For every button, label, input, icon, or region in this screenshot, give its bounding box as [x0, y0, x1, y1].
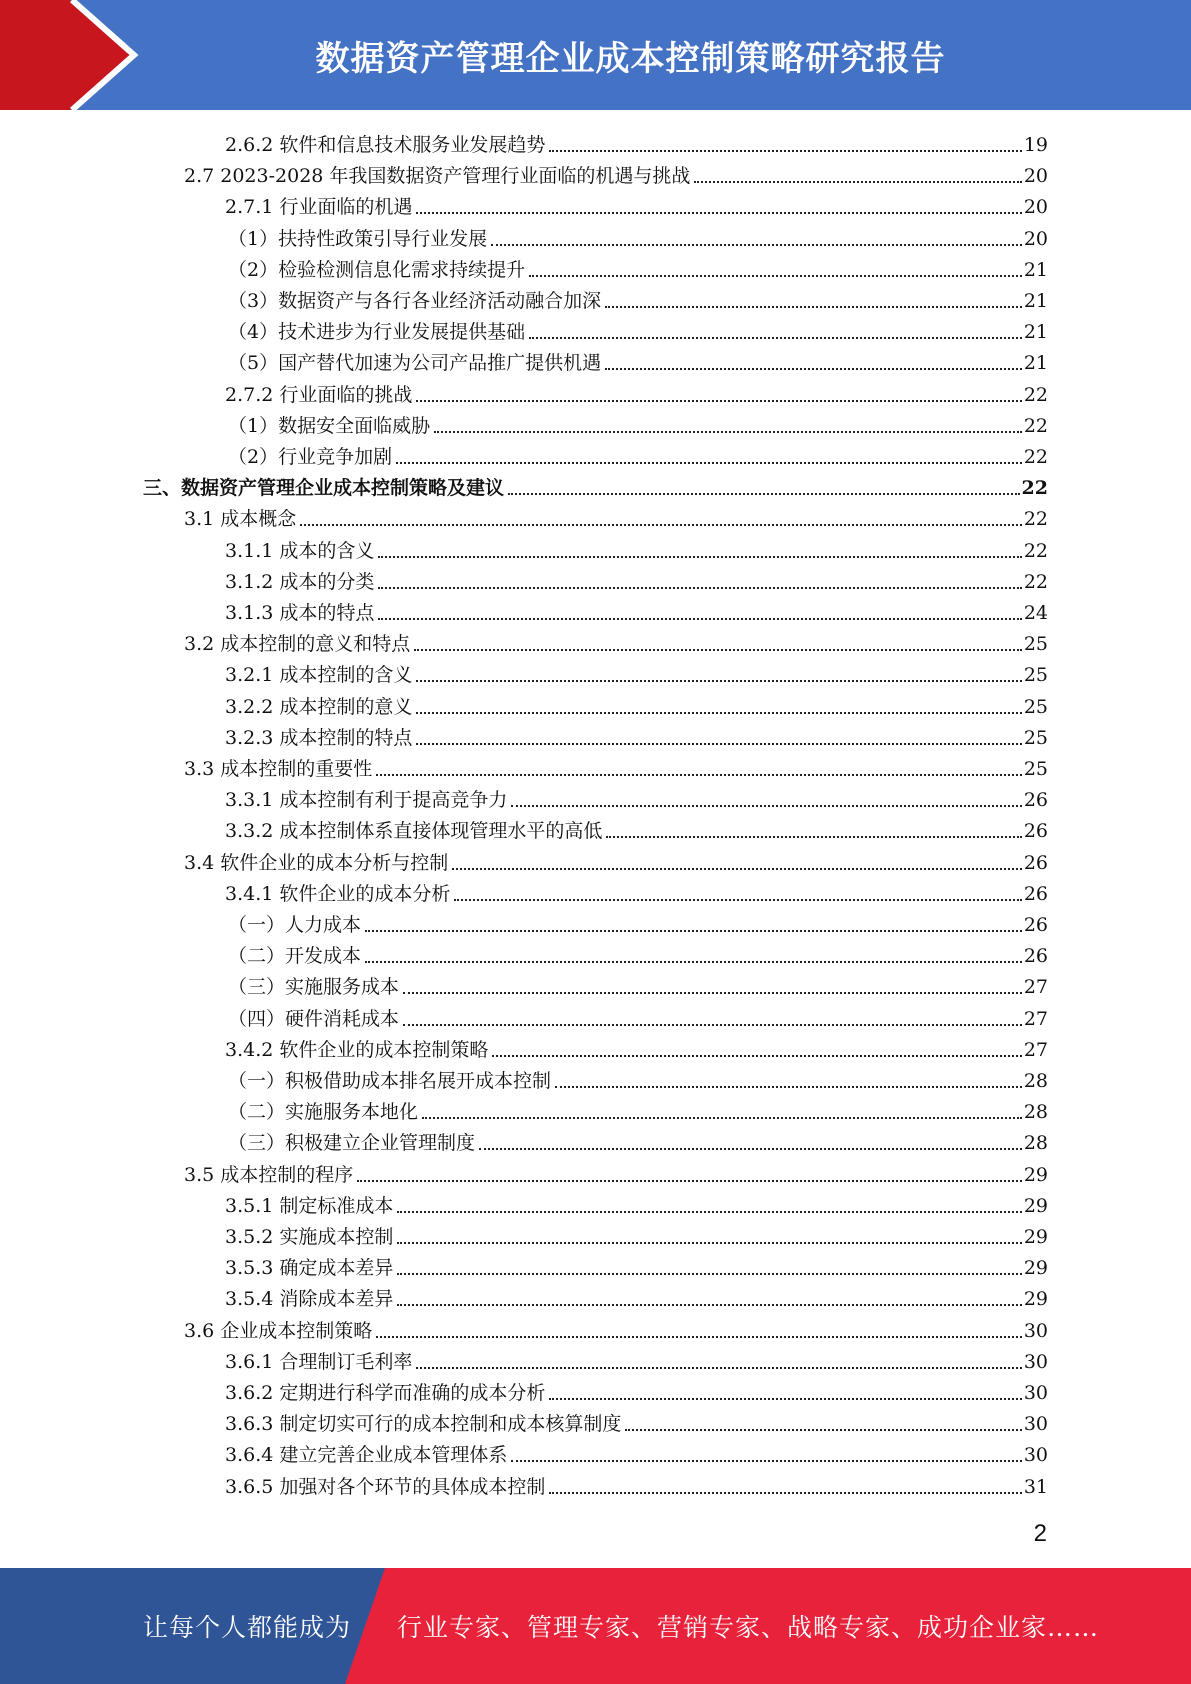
toc-entry[interactable] — [228, 969, 1048, 1000]
toc-entry-title: 3.3.2 成本控制体系直接体现管理水平的高低 — [225, 820, 603, 843]
toc-entry-page: 26 — [1023, 851, 1048, 874]
toc-dot-leader — [416, 680, 1021, 682]
toc-entry-page: 20 — [1023, 165, 1048, 188]
toc-entry-title: （2）行业竞争加剧 — [228, 446, 393, 468]
toc-entry[interactable] — [228, 1063, 1048, 1094]
toc-entry[interactable] — [225, 595, 1048, 626]
toc-entry-title: 2.7 2023-2028 年我国数据资产管理行业面临的机遇与挑战 — [184, 165, 691, 188]
toc-dot-leader — [625, 1429, 1021, 1431]
toc-entry-title: 3.6.4 建立完善企业成本管理体系 — [225, 1444, 508, 1467]
toc-dot-leader — [416, 212, 1021, 214]
footer-slogan-right: 行业专家、管理专家、营销专家、战略专家、成功企业家…… — [397, 1613, 1100, 1642]
toc-entry-title: 3.1.1 成本的含义 — [225, 539, 375, 562]
toc-entry[interactable] — [228, 252, 1048, 283]
toc-entry[interactable] — [228, 314, 1048, 345]
toc-dot-leader — [397, 1273, 1021, 1275]
toc-entry-page: 22 — [1023, 508, 1048, 531]
toc-dot-leader — [555, 1086, 1022, 1088]
footer-banner — [0, 1568, 1191, 1684]
toc-entry-title: （一）积极借助成本排名展开成本控制 — [228, 1070, 552, 1092]
toc-entry[interactable] — [225, 1250, 1048, 1281]
toc-dot-leader — [416, 743, 1021, 745]
toc-dot-leader — [397, 1211, 1021, 1213]
toc-entry-page: 29 — [1023, 1226, 1048, 1248]
toc-entry-title: 3.5.1 制定标准成本 — [225, 1194, 394, 1217]
toc-entry[interactable] — [225, 377, 1048, 408]
toc-entry-page: 24 — [1023, 602, 1048, 624]
toc-entry-title: 3.5.2 实施成本控制 — [225, 1226, 394, 1248]
toc-entry[interactable] — [225, 720, 1048, 751]
document-title: 数据资产管理企业成本控制策略研究报告 — [315, 38, 946, 79]
toc-dot-leader — [511, 1460, 1021, 1462]
toc-entry-title: 3.4.1 软件企业的成本分析 — [225, 882, 451, 905]
toc-dot-leader — [416, 712, 1021, 714]
toc-entry[interactable] — [184, 501, 1048, 532]
toc-dot-leader — [378, 618, 1021, 620]
toc-entry[interactable] — [228, 1001, 1048, 1032]
toc-entry-page: 25 — [1023, 695, 1048, 718]
toc-entry-title: （2）检验检测信息化需求持续提升 — [228, 258, 526, 281]
toc-dot-leader — [376, 774, 1022, 776]
toc-entry-title: 3.2 成本控制的意义和特点 — [184, 633, 411, 656]
toc-entry-page: 22 — [1023, 383, 1048, 406]
toc-entry-page: 30 — [1023, 1319, 1048, 1342]
toc-entry[interactable] — [225, 1032, 1048, 1063]
toc-entry[interactable] — [184, 158, 1048, 189]
toc-entry-page: 20 — [1023, 196, 1048, 219]
toc-entry-title: 三、数据资产管理企业成本控制策略及建议 — [143, 477, 505, 500]
toc-entry-title: （4）技术进步为行业发展提供基础 — [228, 321, 526, 344]
toc-dot-leader — [479, 1148, 1022, 1150]
toc-entry-title: 3.4 软件企业的成本分析与控制 — [184, 851, 449, 874]
toc-entry-title: （二）实施服务本地化 — [228, 1101, 419, 1124]
toc-dot-leader — [491, 244, 1022, 246]
toc-dot-leader — [416, 400, 1021, 402]
toc-entry[interactable] — [228, 1094, 1048, 1125]
toc-entry-page: 22 — [1023, 414, 1048, 437]
toc-dot-leader — [357, 1180, 1022, 1182]
toc-entry-title: 3.2.1 成本控制的含义 — [225, 664, 413, 687]
toc-dot-leader — [605, 368, 1022, 370]
toc-entry-title: （1）扶持性政策引导行业发展 — [228, 227, 488, 250]
toc-entry-page: 28 — [1023, 1101, 1048, 1124]
toc-entry-page: 26 — [1023, 789, 1048, 812]
toc-entry[interactable] — [228, 439, 1048, 470]
toc-entry-title: 3.3 成本控制的重要性 — [184, 758, 373, 780]
toc-dot-leader — [549, 1398, 1021, 1400]
toc-dot-leader — [397, 1304, 1021, 1306]
toc-entry[interactable] — [228, 345, 1048, 376]
toc-entry-page: 22 — [1023, 446, 1048, 468]
toc-entry-title: （三）实施服务成本 — [228, 976, 400, 999]
toc-entry-title: 3.5 成本控制的程序 — [184, 1163, 354, 1186]
toc-entry[interactable] — [184, 1313, 1048, 1344]
toc-entry-title: 3.1.3 成本的特点 — [225, 602, 375, 624]
toc-entry[interactable] — [228, 408, 1048, 439]
toc-dot-leader — [605, 306, 1022, 308]
toc-entry-page: 31 — [1023, 1475, 1048, 1498]
toc-entry-page: 21 — [1023, 321, 1048, 344]
toc-entry-title: （三）积极建立企业管理制度 — [228, 1132, 476, 1155]
toc-dot-leader — [376, 1336, 1022, 1338]
toc-entry[interactable] — [225, 782, 1048, 813]
toc-entry-page: 19 — [1023, 134, 1048, 156]
toc-entry-title: 3.1 成本概念 — [184, 508, 297, 531]
toc-entry[interactable] — [225, 1219, 1048, 1250]
toc-entry-title: （二）开发成本 — [228, 945, 362, 968]
toc-entry[interactable] — [225, 813, 1048, 844]
toc-entry-page: 30 — [1023, 1350, 1048, 1373]
toc-dot-leader — [414, 649, 1022, 651]
toc-entry[interactable] — [184, 751, 1048, 782]
toc-entry[interactable] — [184, 845, 1048, 876]
toc-entry-title: 3.1.2 成本的分类 — [225, 570, 375, 593]
toc-entry-page: 29 — [1023, 1288, 1048, 1311]
toc-entry-page: 26 — [1023, 820, 1048, 843]
toc-entry-page: 27 — [1023, 976, 1048, 999]
toc-entry-page: 22 — [1023, 539, 1048, 562]
toc-dot-leader — [452, 868, 1022, 870]
toc-dot-leader — [300, 524, 1022, 526]
toc-entry-page: 27 — [1023, 1007, 1048, 1030]
toc-entry[interactable] — [225, 689, 1048, 720]
toc-entry-title: 2.7.2 行业面临的挑战 — [225, 383, 413, 406]
toc-entry-page: 28 — [1023, 1070, 1048, 1092]
toc-entry[interactable] — [225, 189, 1048, 220]
toc-dot-leader — [403, 1024, 1022, 1026]
toc-dot-leader — [422, 1117, 1022, 1119]
toc-entry[interactable] — [225, 1406, 1048, 1437]
toc-entry-page: 25 — [1023, 758, 1048, 780]
toc-entry[interactable] — [228, 283, 1048, 314]
toc-entry-page: 27 — [1023, 1038, 1048, 1061]
toc-entry-page: 21 — [1023, 352, 1048, 375]
toc-dot-leader — [454, 899, 1021, 901]
toc-entry[interactable] — [225, 1281, 1048, 1312]
toc-entry-page: 26 — [1023, 945, 1048, 968]
toc-entry-title: 3.2.2 成本控制的意义 — [225, 695, 413, 718]
toc-dot-leader — [434, 431, 1022, 433]
toc-entry[interactable] — [225, 564, 1048, 595]
toc-entry-title: （1）数据安全面临威胁 — [228, 414, 431, 437]
toc-entry-page: 22 — [1021, 477, 1048, 500]
toc-entry-title: 2.7.1 行业面临的机遇 — [225, 196, 413, 219]
toc-entry-title: 3.3.1 成本控制有利于提高竞争力 — [225, 789, 508, 812]
toc-entry-title: （四）硬件消耗成本 — [228, 1007, 400, 1030]
toc-entry-page: 22 — [1023, 570, 1048, 593]
toc-entry-title: 3.6 企业成本控制策略 — [184, 1319, 373, 1342]
toc-entry-page: 28 — [1023, 1132, 1048, 1155]
toc-entry[interactable] — [225, 657, 1048, 688]
toc-entry-title: 3.4.2 软件企业的成本控制策略 — [225, 1038, 489, 1061]
toc-entry[interactable] — [225, 1437, 1048, 1468]
toc-dot-leader — [396, 462, 1022, 464]
toc-dot-leader — [365, 961, 1022, 963]
toc-entry-page: 21 — [1023, 290, 1048, 312]
toc-dot-leader — [508, 493, 1020, 495]
toc-dot-leader — [492, 1055, 1021, 1057]
toc-entry-page: 29 — [1023, 1194, 1048, 1217]
toc-entry-page: 30 — [1023, 1444, 1048, 1467]
header-banner — [0, 0, 1191, 110]
toc-dot-leader — [403, 992, 1022, 994]
toc-entry-title: 3.6.2 定期进行科学而准确的成本分析 — [225, 1382, 546, 1404]
toc-entry-title: 3.6.3 制定切实可行的成本控制和成本核算制度 — [225, 1413, 622, 1436]
toc-dot-leader — [416, 1367, 1021, 1369]
toc-entry[interactable] — [225, 1188, 1048, 1219]
footer-slogan-left: 让每个人都能成为 — [143, 1613, 352, 1642]
toc-entry[interactable] — [225, 876, 1048, 907]
toc-entry-page: 21 — [1023, 258, 1048, 281]
toc-entry[interactable] — [228, 938, 1048, 969]
toc-dot-leader — [365, 930, 1022, 932]
toc-entry[interactable] — [228, 907, 1048, 938]
toc-entry-page: 29 — [1023, 1257, 1048, 1280]
toc-entry[interactable] — [228, 1125, 1048, 1156]
toc-entry-title: 3.6.1 合理制订毛利率 — [225, 1350, 413, 1373]
toc-entry-page: 20 — [1023, 227, 1048, 250]
toc-entry[interactable] — [225, 1344, 1048, 1375]
page-number: 2 — [1033, 1520, 1047, 1547]
toc-dot-leader — [511, 805, 1021, 807]
toc-entry[interactable] — [184, 626, 1048, 657]
toc-entry-page: 30 — [1023, 1413, 1048, 1436]
toc-entry-title: （一）人力成本 — [228, 914, 362, 936]
toc-entry[interactable] — [228, 221, 1048, 252]
toc-entry-page: 30 — [1023, 1382, 1048, 1404]
toc-dot-leader — [549, 1492, 1021, 1494]
toc-dot-leader — [694, 181, 1021, 183]
toc-dot-leader — [397, 1242, 1021, 1244]
toc-entry-title: 3.5.4 消除成本差异 — [225, 1288, 394, 1311]
toc-entry-page: 25 — [1023, 633, 1048, 656]
toc-entry[interactable] — [225, 127, 1048, 158]
toc-entry-title: （5）国产替代加速为公司产品推广提供机遇 — [228, 352, 602, 375]
toc-entry-title: 3.5.3 确定成本差异 — [225, 1257, 394, 1280]
toc-entry-page: 25 — [1023, 726, 1048, 749]
toc-entry-title: （3）数据资产与各行各业经济活动融合加深 — [228, 290, 602, 312]
toc-entry-title: 3.6.5 加强对各个环节的具体成本控制 — [225, 1475, 546, 1498]
toc-entry-page: 26 — [1023, 882, 1048, 905]
toc-entry-page: 29 — [1023, 1163, 1048, 1186]
toc-entry[interactable] — [225, 1375, 1048, 1406]
toc-entry[interactable] — [225, 1469, 1048, 1500]
toc-dot-leader — [529, 275, 1022, 277]
toc-entry[interactable] — [143, 470, 1048, 501]
toc-dot-leader — [549, 150, 1021, 152]
toc-dot-leader — [606, 836, 1021, 838]
toc-entry[interactable] — [225, 533, 1048, 564]
toc-dot-leader — [378, 556, 1021, 558]
toc-dot-leader — [378, 587, 1021, 589]
toc-entry-title: 3.2.3 成本控制的特点 — [225, 726, 413, 749]
toc-entry[interactable] — [184, 1157, 1048, 1188]
toc-dot-leader — [529, 337, 1022, 339]
toc-entry-page: 25 — [1023, 664, 1048, 687]
toc-entry-title: 2.6.2 软件和信息技术服务业发展趋势 — [225, 134, 546, 156]
toc-entry-page: 26 — [1023, 914, 1048, 936]
